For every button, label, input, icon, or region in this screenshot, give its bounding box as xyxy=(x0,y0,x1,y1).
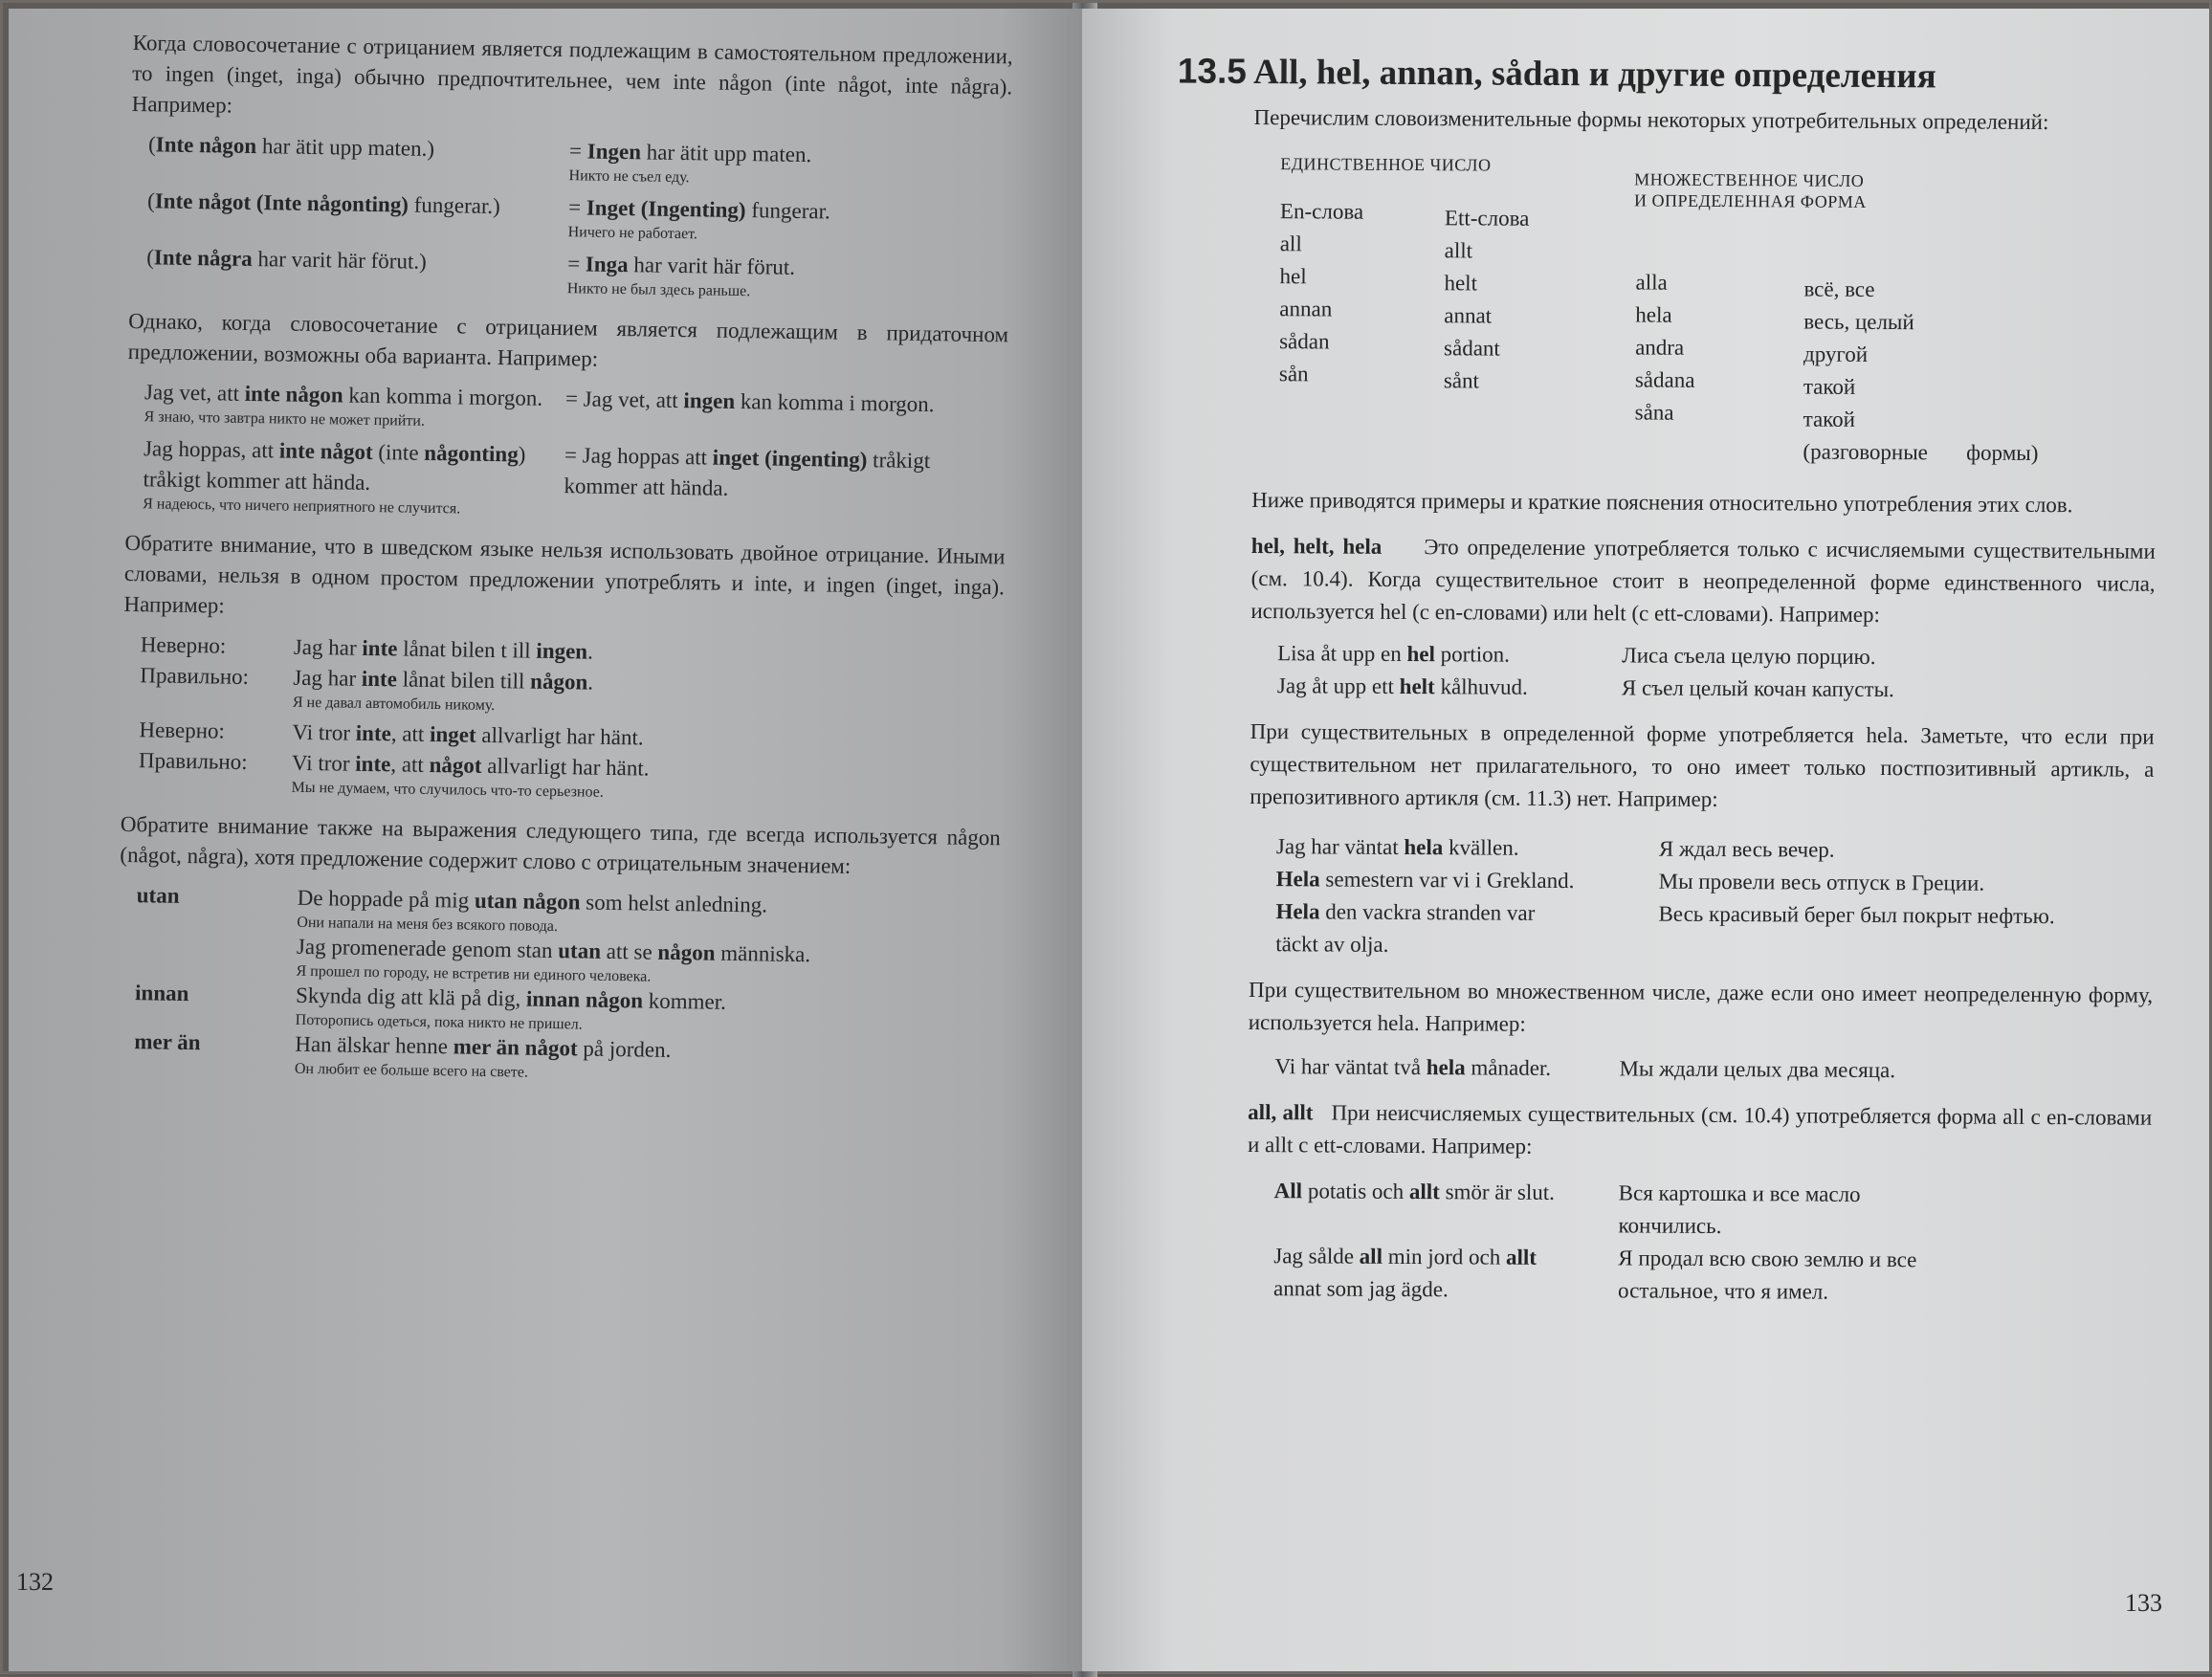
translation: Никто не был здесь раньше. xyxy=(566,280,751,300)
examples-4 xyxy=(134,880,1000,1089)
example-row: (Inte något (Inte någonting) fungerar.) = Inget (Ingenting) fungerar. Ничего не работает. xyxy=(147,186,1011,248)
example-row: Jag hoppas, att inte något (inte någonting) tråkigt kommer att hända. Я надеюсь, что ничего неприятного не случится. = Jag hoppas att inget (ingenting) tråkigt kommer att hända. xyxy=(143,433,1006,526)
page-number-left: 132 xyxy=(16,1568,54,1596)
example-row: (Inte några har varit här förut.) = Inga har varit här förut. Никто не был здесь раньше. xyxy=(146,242,1010,304)
all-paragraph: all, allt При неисчисляемых существительных (см. 10.4) употребляется форма all с en-словами и allt с ett-словами. Например: xyxy=(1247,1099,2153,1158)
example-row: Неверно: Vi tror inte, att inget allvarligt har hänt. xyxy=(139,717,644,750)
en-words-column: En-слова all hel annan sådan sån xyxy=(1278,199,1364,386)
ett-words-column: Ett-слова allt helt annat sådant sånt xyxy=(1443,206,1530,393)
all-examples: All potatis och allt smör är slut. Jag sålde all min jord och allt annat som jag ägde. Вся картошка и все масло кончились. Я продал всю свою землю и все остальное, что я имел. xyxy=(1273,1179,1917,1304)
translation: Я прошел по городу, не встретив ни единого человека. xyxy=(296,962,652,985)
paragraph-below: Ниже приводятся примеры и краткие пояснения относительно употребления этих слов. xyxy=(1251,487,2073,518)
examples-1 xyxy=(146,129,1012,304)
meanings-column: всё, все весь, целый другой такой такой (разговорные формы) xyxy=(1803,276,2039,466)
forms-table xyxy=(1278,145,2157,476)
intro-paragraph: Перечислим словоизменительные формы некоторых употребительных определений: xyxy=(1253,104,2049,135)
example-row: Jag promenerade genom stan utan att se någon människa. Я прошел по городу, не встретив ни единого человека. xyxy=(135,929,999,991)
hel-examples: Lisa åt upp en hel portion. Jag åt upp ett helt kålhuvud. Лиса съела целую порцию. Я съел целый кочан капусты. xyxy=(1276,641,1894,702)
paragraph-1: Когда словосочетание с отрицанием является подлежащим в самостоятельном предложении, то ingen (inget, inga) обычно предпочтительнее, чем inte någon (inte något, inte några). Например: xyxy=(131,30,1013,118)
hel-paragraph: hel, helt, hela Это определение употребляется только с исчисляемыми существительными (см. 10.4). Когда существительное стоит в неопределенной форме единственного числа, используется hel (с en-словами) или helt (с ett-словами). Например: xyxy=(1250,533,2156,628)
hela-examples: Jag har väntat hela kvällen. Hela semestern var vi i Grekland. Hela den vackra stranden var täckt av olja. Я ждал весь вечер. Мы провели весь отпуск в Греции. Весь красивый берег был покрыт нефтью. xyxy=(1275,834,2055,957)
example-row: innan Skynda dig att klä på dig, innan någon kommer. Поторопись одеться, пока никто не пришел. xyxy=(135,978,999,1040)
plural-paragraph: При существительном во множественном числе, даже если оно имеет неопределенную форму, используется hela. Например: xyxy=(1248,977,2154,1036)
translation: Я не давал автомобиль никому. xyxy=(292,694,496,715)
examples-3 xyxy=(138,629,1004,807)
paragraph-2: Однако, когда словосочетание с отрицанием является подлежащим в придаточном предложении, возможны оба варианта. Например: xyxy=(127,308,1009,371)
example-row: (Inte någon har ätit upp maten.) = Ingen har ätit upp maten. Никто не съел еду. xyxy=(148,129,1012,191)
translation: Поторопись одеться, пока никто не пришел. xyxy=(295,1011,583,1033)
left-page xyxy=(9,9,1086,1671)
translation: Они напали на меня без всякого повода. xyxy=(297,914,559,936)
example-row: Правильно: Vi tror inte, att något allvarligt har hänt. Мы не думаем, что случилось что-то серьезное. xyxy=(138,748,650,801)
left-page-content xyxy=(117,28,1013,1104)
paragraph-3: Обратите внимание, что в шведском языке нельзя использовать двойное отрицание. Иными словами, нельзя в одном простом предложении употреблять и inte, и ingen (inget, inga). Например: xyxy=(123,530,1006,618)
example-row: Неверно: Jag har inte lånat bilen t ill ingen. xyxy=(140,632,594,664)
example-row: Правильно: Jag har inte lånat bilen till någon. Я не давал автомобиль никому. xyxy=(140,660,1004,722)
translation: Он любит ее больше всего на свете. xyxy=(294,1060,529,1081)
right-page-content xyxy=(1177,51,2158,1324)
example-row: utan De hoppade på mig utan någon som helst anledning. Они напали на меня без всякого повода. xyxy=(136,880,1000,942)
plural-example: Vi har väntat två hela månader. Мы ждали целых два месяца. xyxy=(1274,1054,1896,1083)
translation: Ничего не работает. xyxy=(567,224,698,243)
plural-header: МНОЖЕСТВЕННОЕ ЧИСЛО И ОПРЕДЕЛЕННАЯ ФОРМА xyxy=(1633,169,1867,211)
right-page xyxy=(1082,9,2209,1671)
example-row: mer än Han älskar henne mer än något på jorden. Он любит ее больше всего на свете. xyxy=(134,1026,998,1089)
translation: Я знаю, что завтра никто не может прийти. xyxy=(144,408,426,430)
example-row: Jag vet, att inte någon kan komma i morgon. Я знаю, что завтра никто не может прийти. = Jag vet, att ingen kan komma i morgon. xyxy=(144,377,1007,439)
translation: Я надеюсь, что ничего неприятного не случится. xyxy=(143,496,461,518)
section-heading: 13.5 All, hel, annan, sådan и другие определения xyxy=(1177,51,1936,97)
translation: Никто не съел еду. xyxy=(568,167,690,187)
definite-paragraph: При существительных в определенной форме употребляется hela. Заметьте, что если при существительном нет прилагательного, то оно имеет только постпозитивный артикль, а препозитивного артикля (см. 11.3) нет. Например: xyxy=(1250,718,2155,811)
plural-words-column: alla hela andra sådana såna xyxy=(1634,270,1695,425)
page-number-right: 133 xyxy=(2125,1589,2162,1617)
examples-2 xyxy=(143,377,1007,526)
paragraph-4: Обратите внимание также на выражения следующего типа, где всегда используется någon (något, några), хотя предложение содержит слово с отрицательным значением: xyxy=(120,811,1002,878)
singular-header: ЕДИНСТВЕННОЕ ЧИСЛО xyxy=(1280,154,1492,175)
translation: Мы не думаем, что случилось что-то серьезное. xyxy=(291,779,604,801)
